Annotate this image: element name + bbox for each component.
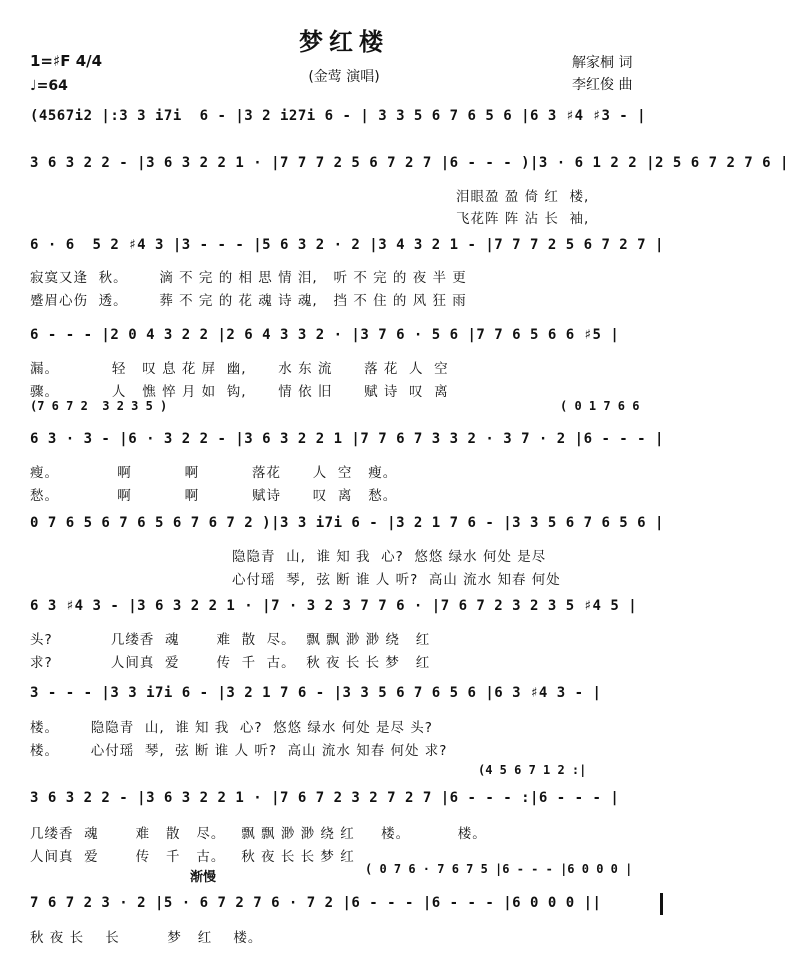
instrumental-line: ( 0 7 6 · 7 6 7 5 |6 - - - |6 0 0 0 | [365,862,633,876]
notation-line: 3 - - - |3 3 i7i 6 - |3 2 1 7 6 - |3 3 5 6 7 6 5 6 |6 3 ♯4 3 - | [30,685,602,701]
slowdown-marking: 渐慢 [190,870,217,885]
lyric-line: 头? 几缕香 魂 难 散 尽。 飘 飘 渺 渺 绕 红 [30,632,431,648]
lyric-line: 漏。 轻 叹 息 花 屏 幽, 水 东 流 落 花 人 空 [30,361,449,377]
lyric-line: 泪眼盈 盈 倚 红 楼, [456,189,590,205]
notation-line: 7 6 7 2 3 · 2 |5 · 6 7 2 7 6 · 7 2 |6 - - - |6 - - - |6 0 0 0 || [30,895,602,911]
lyric-line: 瘦。 啊 啊 落花 人 空 瘦。 [30,465,398,481]
credits [572,52,632,96]
lyric-line: 愁。 啊 啊 赋诗 叹 离 愁。 [30,488,398,504]
instrumental-line: ( 0 1 7 6 6 [560,399,640,413]
lyric-line: 寂寞又逢 秋。 滴 不 完 的 相 思 情 泪, 听 不 完 的 夜 半 更 [30,270,467,286]
notation-line: 0 7 6 5 6 7 6 5 6 7 6 7 2 )|3 3 i7i 6 - |3 2 1 7 6 - |3 3 5 6 7 6 5 6 | [30,515,664,531]
lyric-line: 几缕香 魂 难 散 尽。 飘 飘 渺 渺 绕 红 楼。 楼。 [30,826,487,842]
lyric-line: 秋 夜 长 长 梦 红 楼。 [30,930,263,946]
notation-line: 6 - - - |2 0 4 3 2 2 |2 6 4 3 3 2 · |3 7 6 · 5 6 |7 7 6 5 6 6 ♯5 | [30,327,620,343]
composer-credit: 李红俊 曲 [572,77,633,93]
key-signature: 1=♯F 4/4 [30,52,103,70]
tempo-marking: ♩=64 [30,78,68,94]
notation-line: (4567i2 |:3 3 i7i 6 - |3 2 i27i 6 - | 3 3 5 6 7 6 5 6 |6 3 ♯4 ♯3 - | [30,108,647,124]
final-barline [660,893,663,915]
lyric-line: 楼。 隐隐青 山, 谁 知 我 心? 悠悠 绿水 何处 是尽 头? [30,720,433,736]
notation-line: 6 · 6 5 2 ♯4 3 |3 - - - |5 6 3 2 · 2 |3 4 3 2 1 - |7 7 7 2 5 6 7 2 7 | [30,237,664,253]
singer-credit: (金莺 演唱) [308,69,380,85]
instrumental-line: (4 5 6 7 1 2 :| [478,763,587,777]
lyric-line: 飞花阵 阵 沾 长 袖, [456,211,590,227]
lyric-line: 骤。 人 憔 悴 月 如 钩, 情 依 旧 赋 诗 叹 离 [30,384,449,400]
notation-line: 3 6 3 2 2 - |3 6 3 2 2 1 · |7 6 7 2 3 2 7 2 7 |6 - - - :|6 - - - | [30,790,620,806]
song-title: 梦红楼 [299,28,389,56]
notation-line: 6 3 ♯4 3 - |3 6 3 2 2 1 · |7 · 3 2 3 7 7 6 · |7 6 7 2 3 2 3 5 ♯4 5 | [30,598,638,614]
notation-line: 3 6 3 2 2 - |3 6 3 2 2 1 · |7 7 7 2 5 6 7 2 7 |6 - - - )|3 · 6 1 2 2 |2 5 6 7 2 7 6 | [30,155,789,171]
instrumental-line: (7 6 7 2 3 2 3 5 ) [30,399,168,413]
lyric-line: 楼。 心付瑶 琴, 弦 断 谁 人 听? 高山 流水 知春 何处 求? [30,743,448,759]
notation-line: 6 3 · 3 - |6 · 3 2 2 - |3 6 3 2 2 1 |7 7 6 7 3 3 2 · 3 7 · 2 |6 - - - | [30,431,664,447]
lyric-line: 蹙眉心伤 透。 葬 不 完 的 花 魂 诗 魂, 挡 不 住 的 风 狂 雨 [30,293,467,309]
lyricist-credit: 解家桐 词 [572,55,633,71]
lyric-line: 心付瑶 琴, 弦 断 谁 人 听? 高山 流水 知春 何处 [232,572,561,588]
lyric-line: 隐隐青 山, 谁 知 我 心? 悠悠 绿水 何处 是尽 [232,549,547,565]
lyric-line: 人间真 爱 传 千 古。 秋 夜 长 长 梦 红 [30,849,355,865]
lyric-line: 求? 人间真 爱 传 千 古。 秋 夜 长 长 梦 红 [30,655,431,671]
